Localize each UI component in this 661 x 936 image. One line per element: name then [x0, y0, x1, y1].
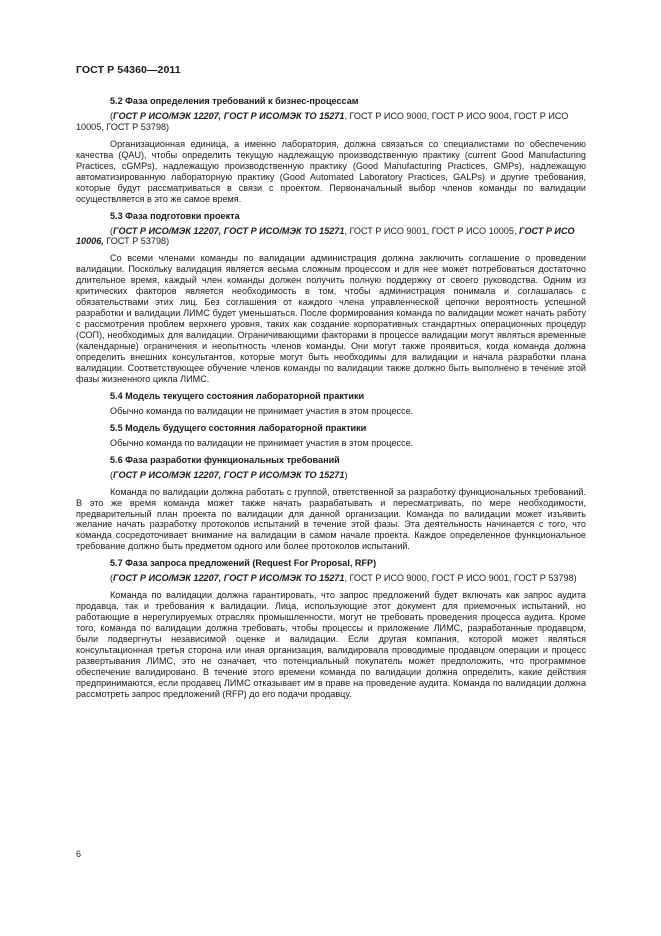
section-5-3-paragraph: Со всеми членами команды по валидации администрация должна заключить соглашение о проведении валидации. Поскольку валидация является весьма сложным процессом и для нее может потребоваться достаточно длительное время, каждый член команды должен получить полную поддержку от своего руководства. Одним из критических факторов является необходимость в том, чтобы администрация понимала и соглашалась с обязательствами этих лиц. Без соглашения от каждого члена управленческой цепочки вероятность успешной разработки и валидации ЛИМС будет уменьшаться. После формирования команда по валидации может начать работу с рассмотрения проблем верхнего уровня, таких как создание корпоративных стандартных операционных процедур (СОП), необходимых для валидации. Ограничивающими факторами в процессе валидации могут являться временные (календарные) ограничения и неопытность членов команды. Они могут также проявиться, когда команда должна определить внешних консультантов, которые могут быть необходимы для валидации и начала разработки плана валидации. Соответствующее обучение членов команды по валидации также должно быть выполнено в течение этой фазы жизненного цикла ЛИМС. — [76, 253, 586, 384]
section-5-3-references: (ГОСТ Р ИСО/МЭК 12207, ГОСТ Р ИСО/МЭК ТО 15271, ГОСТ Р ИСО 9001, ГОСТ Р ИСО 10005, ГОСТ Р ИСО 10006, ГОСТ Р 53798) — [76, 225, 575, 247]
section-5-7-paragraph: Команда по валидации должна гарантировать, что запрос предложений будет включать как запрос аудита продавца, так и требования к валидации. Лица, использующие этот документ для приемочных испытаний, но работающие в нерегулируемых отраслях промышленности, могут не требовать проведения процесса аудита. Кроме того, команда по валидации должна требовать, чтобы процессы и приложение ЛИМС, разработанные продавцом, были подвергнуты независимой оценке и валидации. Если другая компания, которой может являться консультационная третья сторона или иная организация, валидировала проводимые продавцом операции и процесс развертывания ЛИМС, это не означает, что потенциальный покупатель может предположить, что программное обеспечение валидировано. В течение этого времени команда по валидации должна определить, какие действия предпринимаются, если продавец ЛИМС отказывает им в праве на проведение аудита. Команда по валидации должна рассмотреть запрос предложений (RFP) до его подачи продавцу. — [76, 590, 586, 699]
section-5-6-paragraph: Команда по валидации должна работать с группой, ответственной за разработку функциональных требований. В это же время команда может также начать разрабатывать и пересматривать, по мере необходимости, предварительный план проекта по валидации для данной организации. Команда по валидации может изъявить желание начать разработку протоколов испытаний в течение этой фазы. Эта деятельность начинается с того, что команда сосредоточивает внимание на валидации в самом начале проекта. Каждое определенное функциональное требование должно быть предметом одного или более протоколов испытаний. — [76, 486, 586, 552]
references-bold: ГОСТ Р ИСО 10006, — [76, 225, 575, 247]
section-5-7-references: (ГОСТ Р ИСО/МЭК 12207, ГОСТ Р ИСО/МЭК ТО 15271, ГОСТ Р ИСО 9000, ГОСТ Р ИСО 9001, ГОСТ Р 53798) — [110, 573, 577, 584]
section-5-6-title: 5.6 Фаза разработки функциональных требований — [110, 454, 340, 465]
references-bold: ГОСТ Р ИСО/МЭК 12207, ГОСТ Р ИСО/МЭК ТО 15271 — [113, 573, 345, 584]
document-id-header: ГОСТ Р 54360—2011 — [76, 64, 181, 76]
page-number: 6 — [76, 849, 82, 859]
section-5-5-title: 5.5 Модель будущего состояния лабораторной практики — [110, 422, 367, 433]
section-5-2-paragraph: Организационная единица, а именно лаборатория, должна связаться со специалистами по обеспечению качества (QAU), чтобы определить текущую надлежащую производственную практику (current Good Manufacturing Practices, cGMPs), надлежащую производственную практику (Good Manufacturing Practices, GMPs), надлежащую автоматизированную лабораторную практику (Good Automated Laboratory Practices, GALPs) и другие требования, которые будут рассматриваться в связи с проектом. Первоначальный выбор членов команды по валидации осуществляется в это же самое время. — [76, 138, 586, 204]
references-bold: ГОСТ Р ИСО/МЭК 12207, ГОСТ Р ИСО/МЭК ТО 15271 — [113, 110, 345, 121]
document-body — [76, 96, 586, 706]
section-5-3-title: 5.3 Фаза подготовки проекта — [110, 210, 240, 221]
section-5-5-paragraph: Обычно команда по валидации не принимает участия в этом процессе. — [110, 437, 414, 448]
references-bold: ГОСТ Р ИСО/МЭК 12207, ГОСТ Р ИСО/МЭК ТО 15271 — [113, 469, 345, 480]
section-5-2-title: 5.2 Фаза определения требований к бизнес-процессам — [110, 96, 359, 106]
section-5-2-references: (ГОСТ Р ИСО/МЭК 12207, ГОСТ Р ИСО/МЭК ТО 15271, ГОСТ Р ИСО 9000, ГОСТ Р ИСО 9004, ГОСТ Р ИСО 10005, ГОСТ Р 53798) — [76, 110, 569, 132]
section-5-4-paragraph: Обычно команда по валидации не принимает участия в этом процессе. — [110, 405, 414, 416]
references-bold: ГОСТ Р ИСО/МЭК 12207, ГОСТ Р ИСО/МЭК ТО 15271 — [113, 225, 345, 236]
section-5-6-references: (ГОСТ Р ИСО/МЭК 12207, ГОСТ Р ИСО/МЭК ТО 15271) — [110, 469, 348, 480]
section-5-4-title: 5.4 Модель текущего состояния лабораторной практики — [110, 390, 365, 401]
section-5-7-title: 5.7 Фаза запроса предложений (Request For Proposal, RFP) — [110, 558, 377, 569]
